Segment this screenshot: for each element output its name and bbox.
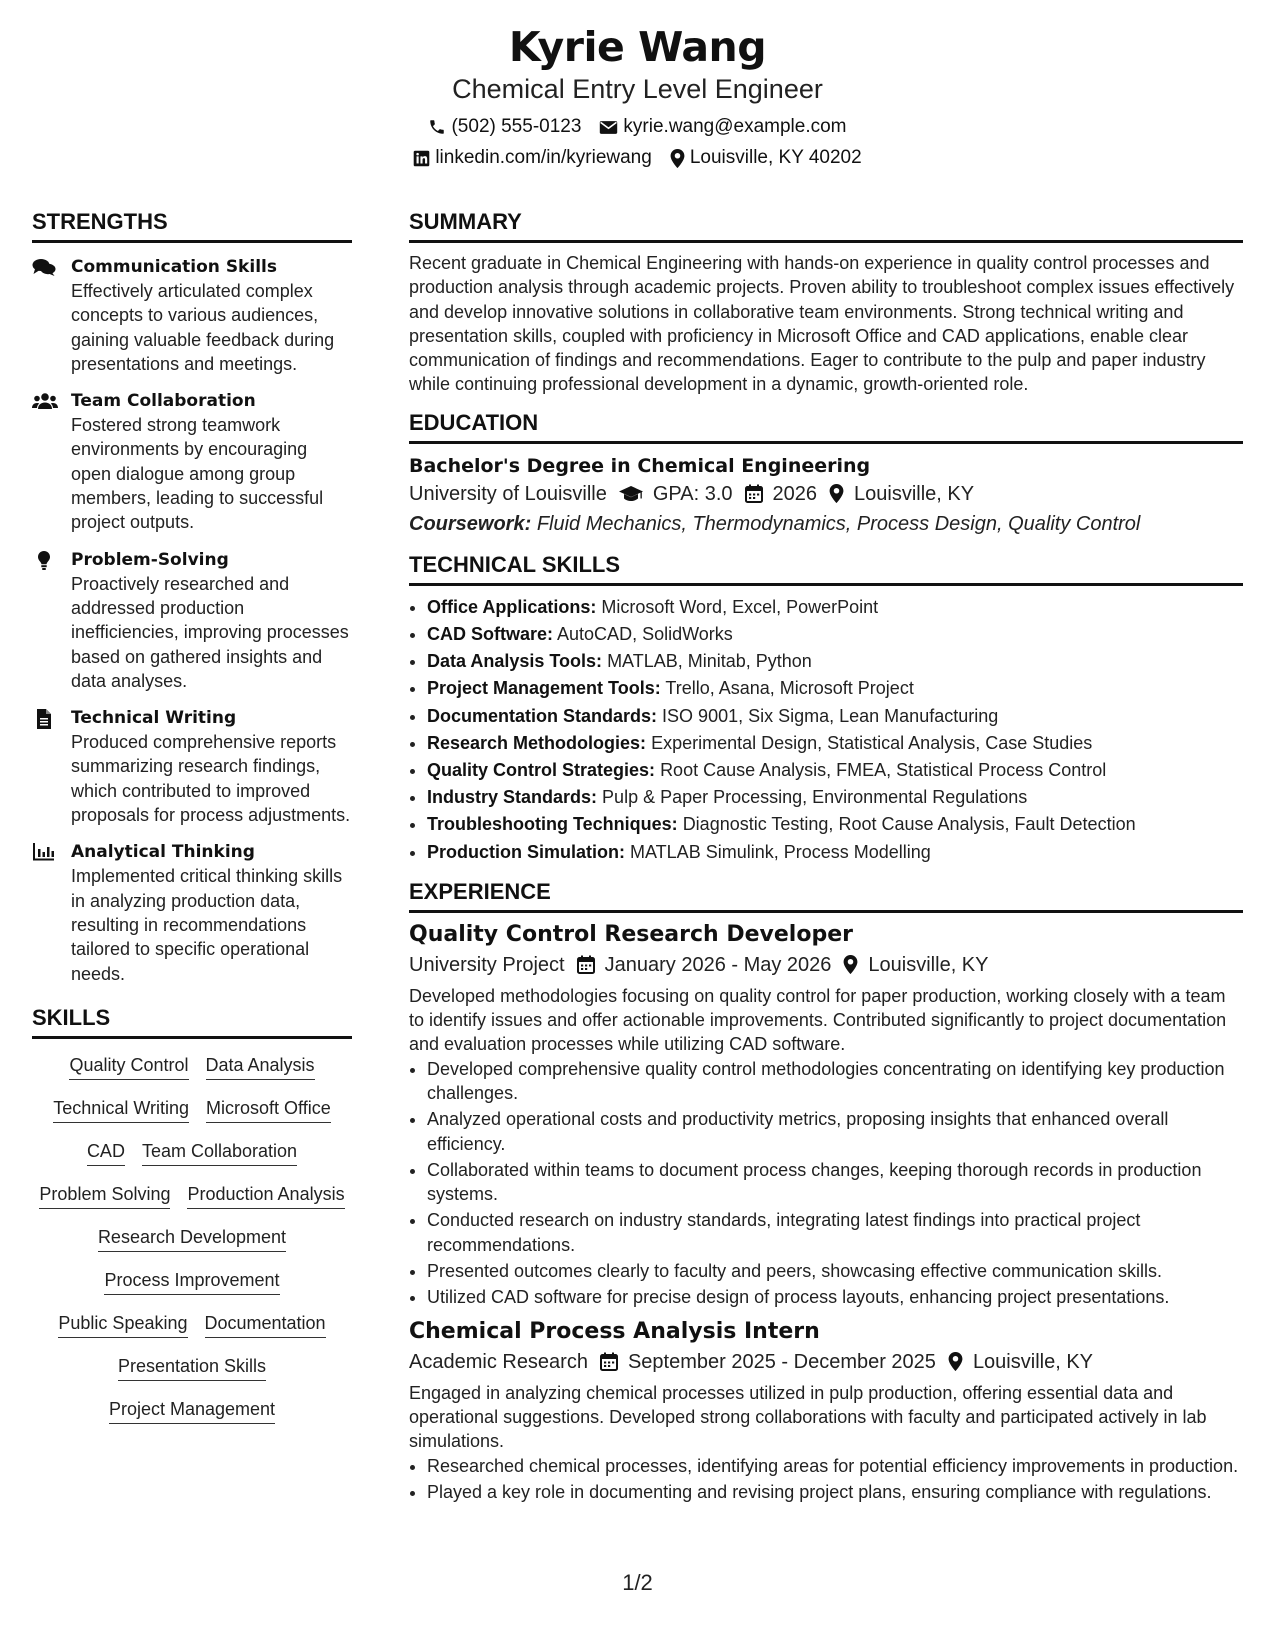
tech-skill-value: Pulp & Paper Processing, Environmental Regulations	[602, 787, 1028, 808]
tech-skill-item	[427, 757, 1243, 784]
tech-skill-label: Troubleshooting Techniques:	[427, 814, 678, 835]
strength-title: Communication Skills	[71, 257, 277, 277]
team-icon	[32, 392, 56, 410]
tech-skill-label: CAD Software:	[427, 623, 554, 644]
bar-chart-icon	[32, 843, 56, 861]
job-description: Developed methodologies focusing on quality control for paper production, working closely with a team to identify issues and offer actionable improvements. Contributed significantly to project documentation and evaluation processes while utilizing CAD software.	[409, 985, 1227, 1055]
tech-skill-value: AutoCAD, SolidWorks	[557, 623, 733, 644]
strengths-heading: STRENGTHS	[32, 208, 352, 243]
job-location: Louisville, KY	[972, 1350, 1093, 1373]
job-entry	[409, 920, 1243, 1310]
tech-skill-item	[427, 811, 1243, 838]
job-bullet: • Conducted research on industry standards, integrating latest findings into practical project recommendations.	[427, 1208, 1243, 1257]
tech-skill-value: Experimental Design, Statistical Analysis, Case Studies	[651, 732, 1093, 753]
experience-section	[409, 878, 1243, 1504]
job-bullets	[409, 1454, 1243, 1505]
summary-text: Recent graduate in Chemical Engineering with hands-on experience in quality control processes and production analysis through academic projects. Proven ability to troubleshoot complex issues effectively and develop innovative solutions in collaborative team environments. Strong technical writing and presentation skills, coupled with proficiency in Microsoft Office and CAD applications, enable clear communication of findings and recommendations. Eager to contribute to the pulp and paper industry while continuing professional development in a dynamic, growth-oriented role.	[409, 253, 1235, 395]
tech-skill-item	[427, 730, 1243, 757]
candidate-title: Chemical Entry Level Engineer	[452, 74, 823, 104]
job-bullet: • Collaborated within teams to document process changes, keeping thorough records in production systems.	[427, 1158, 1243, 1207]
skill-chip: Public Speaking	[58, 1311, 187, 1338]
map-pin-icon	[948, 1352, 963, 1371]
tech-skill-value: Microsoft Word, Excel, PowerPoint	[601, 596, 879, 617]
summary-heading: SUMMARY	[409, 208, 1243, 243]
email-text[interactable]: kyrie.wang@example.com	[623, 116, 847, 137]
coursework-label: Coursework:	[409, 512, 532, 535]
skills-heading: SKILLS	[32, 1004, 352, 1039]
skill-chip: Microsoft Office	[206, 1096, 331, 1123]
tech-skill-item	[427, 648, 1243, 675]
tech-skill-item	[427, 703, 1243, 730]
job-dates: September 2025 - December 2025	[627, 1350, 936, 1373]
strength-item	[32, 548, 352, 693]
job-entry	[409, 1317, 1243, 1504]
calendar-icon	[577, 955, 595, 974]
technical-skills-section	[409, 551, 1243, 866]
strength-title: Analytical Thinking	[71, 842, 255, 863]
skill-chip: Documentation	[205, 1311, 326, 1338]
job-dates: January 2026 - May 2026	[604, 953, 832, 976]
tech-skill-value: Trello, Asana, Microsoft Project	[665, 678, 914, 699]
left-column	[32, 208, 352, 1424]
job-meta	[409, 1347, 1243, 1377]
job-bullet: • Played a key role in documenting and revising project plans, ensuring compliance with regulations.	[427, 1480, 1243, 1504]
linkedin-contact[interactable]	[413, 146, 652, 170]
coursework-list: Fluid Mechanics, Thermodynamics, Process Design, Quality Control	[536, 512, 1141, 535]
strength-title: Team Collaboration	[71, 391, 256, 412]
skill-chip: Process Improvement	[104, 1268, 279, 1295]
strength-desc: Fostered strong teamwork environments by encouraging open dialogue among group members, leading to successful project outputs.	[71, 415, 324, 533]
skill-chip: Quality Control	[69, 1053, 188, 1080]
job-bullet: • Researched chemical processes, identifying areas for potential efficiency improvements in production.	[427, 1454, 1243, 1478]
skill-chip: Presentation Skills	[118, 1354, 266, 1381]
calendar-icon	[600, 1352, 618, 1371]
tech-skill-item	[427, 621, 1243, 648]
document-icon	[32, 709, 56, 727]
summary-section	[409, 208, 1243, 397]
candidate-name: Kyrie Wang	[508, 23, 767, 71]
resume-header	[0, 20, 1275, 170]
education-section	[409, 409, 1243, 539]
map-pin-icon	[843, 955, 858, 974]
skill-chip: Data Analysis	[206, 1053, 315, 1080]
location-text: Louisville, KY 40202	[689, 147, 862, 168]
phone-icon	[428, 118, 446, 136]
strength-item	[32, 389, 352, 534]
chat-bubbles-icon	[32, 258, 56, 276]
location-contact	[670, 146, 862, 170]
skill-chip: CAD	[87, 1139, 125, 1166]
tech-skill-item	[427, 594, 1243, 621]
job-bullet: • Utilized CAD software for precise design of process layouts, enhancing project presentations.	[427, 1285, 1243, 1309]
job-description: Engaged in analyzing chemical processes utilized in pulp production, offering essential data and operational suggestions. Developed strong collaborations with faculty and participated actively in lab simulations.	[409, 1382, 1207, 1452]
technical-skills-list	[409, 594, 1243, 866]
school-name: University of Louisville	[409, 482, 607, 505]
tech-skill-label: Production Simulation:	[427, 841, 625, 862]
job-location: Louisville, KY	[868, 953, 989, 976]
school-location: Louisville, KY	[854, 482, 975, 505]
skill-chip: Project Management	[109, 1397, 275, 1424]
tech-skill-value: Diagnostic Testing, Root Cause Analysis, Fault Detection	[682, 814, 1136, 835]
tech-skill-label: Industry Standards:	[427, 787, 598, 808]
tech-skill-value: ISO 9001, Six Sigma, Lean Manufacturing	[662, 705, 999, 726]
lightbulb-icon	[32, 551, 56, 569]
envelope-icon	[599, 120, 618, 135]
page-number: 1/2	[622, 1570, 653, 1595]
tech-skill-label: Documentation Standards:	[427, 705, 658, 726]
strength-desc: Proactively researched and addressed production inefficiencies, improving processes based on gathered insights and data analyses.	[71, 573, 349, 691]
strength-item	[32, 840, 352, 985]
tech-skill-item	[427, 839, 1243, 866]
job-bullet: • Analyzed operational costs and productivity metrics, proposing insights that enhanced overall efficiency.	[427, 1107, 1243, 1156]
right-column	[409, 208, 1243, 1516]
tech-skill-label: Project Management Tools:	[427, 678, 661, 699]
graduation-year: 2026	[772, 482, 818, 505]
skill-chip: Team Collaboration	[142, 1139, 297, 1166]
experience-heading: EXPERIENCE	[409, 878, 1243, 913]
job-org: Academic Research	[409, 1350, 588, 1373]
skill-chip: Production Analysis	[187, 1182, 344, 1209]
education-meta	[409, 479, 1243, 509]
strength-desc: Implemented critical thinking skills in analyzing production data, resulting in recommendations tailored to specific operational needs.	[71, 866, 343, 984]
job-org: University Project	[409, 953, 565, 976]
tech-skill-label: Research Methodologies:	[427, 732, 647, 753]
tech-skill-label: Quality Control Strategies:	[427, 760, 656, 780]
contact-row-1	[0, 115, 1275, 139]
phone-text: (502) 555-0123	[451, 116, 582, 137]
tech-skill-value: Root Cause Analysis, FMEA, Statistical Process Control	[660, 760, 1107, 780]
tech-skill-item	[427, 675, 1243, 702]
strength-desc: Produced comprehensive reports summarizing research findings, which contributed to improved proposals for process adjustments.	[71, 732, 351, 826]
strength-title: Problem-Solving	[71, 549, 229, 570]
job-meta	[409, 950, 1243, 980]
map-pin-icon	[829, 484, 844, 503]
strength-item	[32, 706, 352, 827]
linkedin-text[interactable]: linkedin.com/in/kyriewang	[435, 147, 652, 168]
email-contact[interactable]	[599, 115, 846, 139]
job-title: Chemical Process Analysis Intern	[409, 1318, 820, 1344]
tech-skill-item	[427, 784, 1243, 811]
tech-skill-value: MATLAB, Minitab, Python	[607, 651, 812, 672]
contact-row-2	[0, 146, 1275, 170]
tech-skill-label: Data Analysis Tools:	[427, 651, 603, 672]
education-heading: EDUCATION	[409, 409, 1243, 444]
strength-desc: Effectively articulated complex concepts to various audiences, gaining valuable feedback during presentations and meetings.	[71, 281, 335, 374]
strengths-list	[32, 255, 352, 986]
strength-title: Technical Writing	[71, 708, 237, 729]
job-title: Quality Control Research Developer	[409, 921, 853, 947]
skill-chip: Problem Solving	[39, 1182, 170, 1209]
degree-title: Bachelor's Degree in Chemical Engineering	[409, 454, 871, 477]
gpa-text: GPA: 3.0	[652, 482, 733, 505]
job-bullet: • Presented outcomes clearly to faculty and peers, showcasing effective communication skills.	[427, 1259, 1243, 1283]
job-bullet: • Developed comprehensive quality control methodologies concentrating on identifying key production challenges.	[427, 1057, 1243, 1106]
skill-chip: Research Development	[98, 1225, 286, 1252]
job-bullets	[409, 1057, 1243, 1310]
phone-contact	[428, 115, 581, 139]
linkedin-icon	[413, 150, 430, 167]
coursework-line	[409, 509, 1243, 539]
graduation-cap-icon	[619, 485, 643, 503]
skills-chips	[32, 1053, 352, 1424]
strength-item	[32, 255, 352, 376]
technical-skills-heading: TECHNICAL SKILLS	[409, 551, 1243, 586]
skill-chip: Technical Writing	[53, 1096, 189, 1123]
tech-skill-value: MATLAB Simulink, Process Modelling	[630, 841, 931, 862]
tech-skill-label: Office Applications:	[427, 596, 597, 617]
calendar-icon	[745, 484, 763, 503]
map-pin-icon	[670, 149, 685, 168]
